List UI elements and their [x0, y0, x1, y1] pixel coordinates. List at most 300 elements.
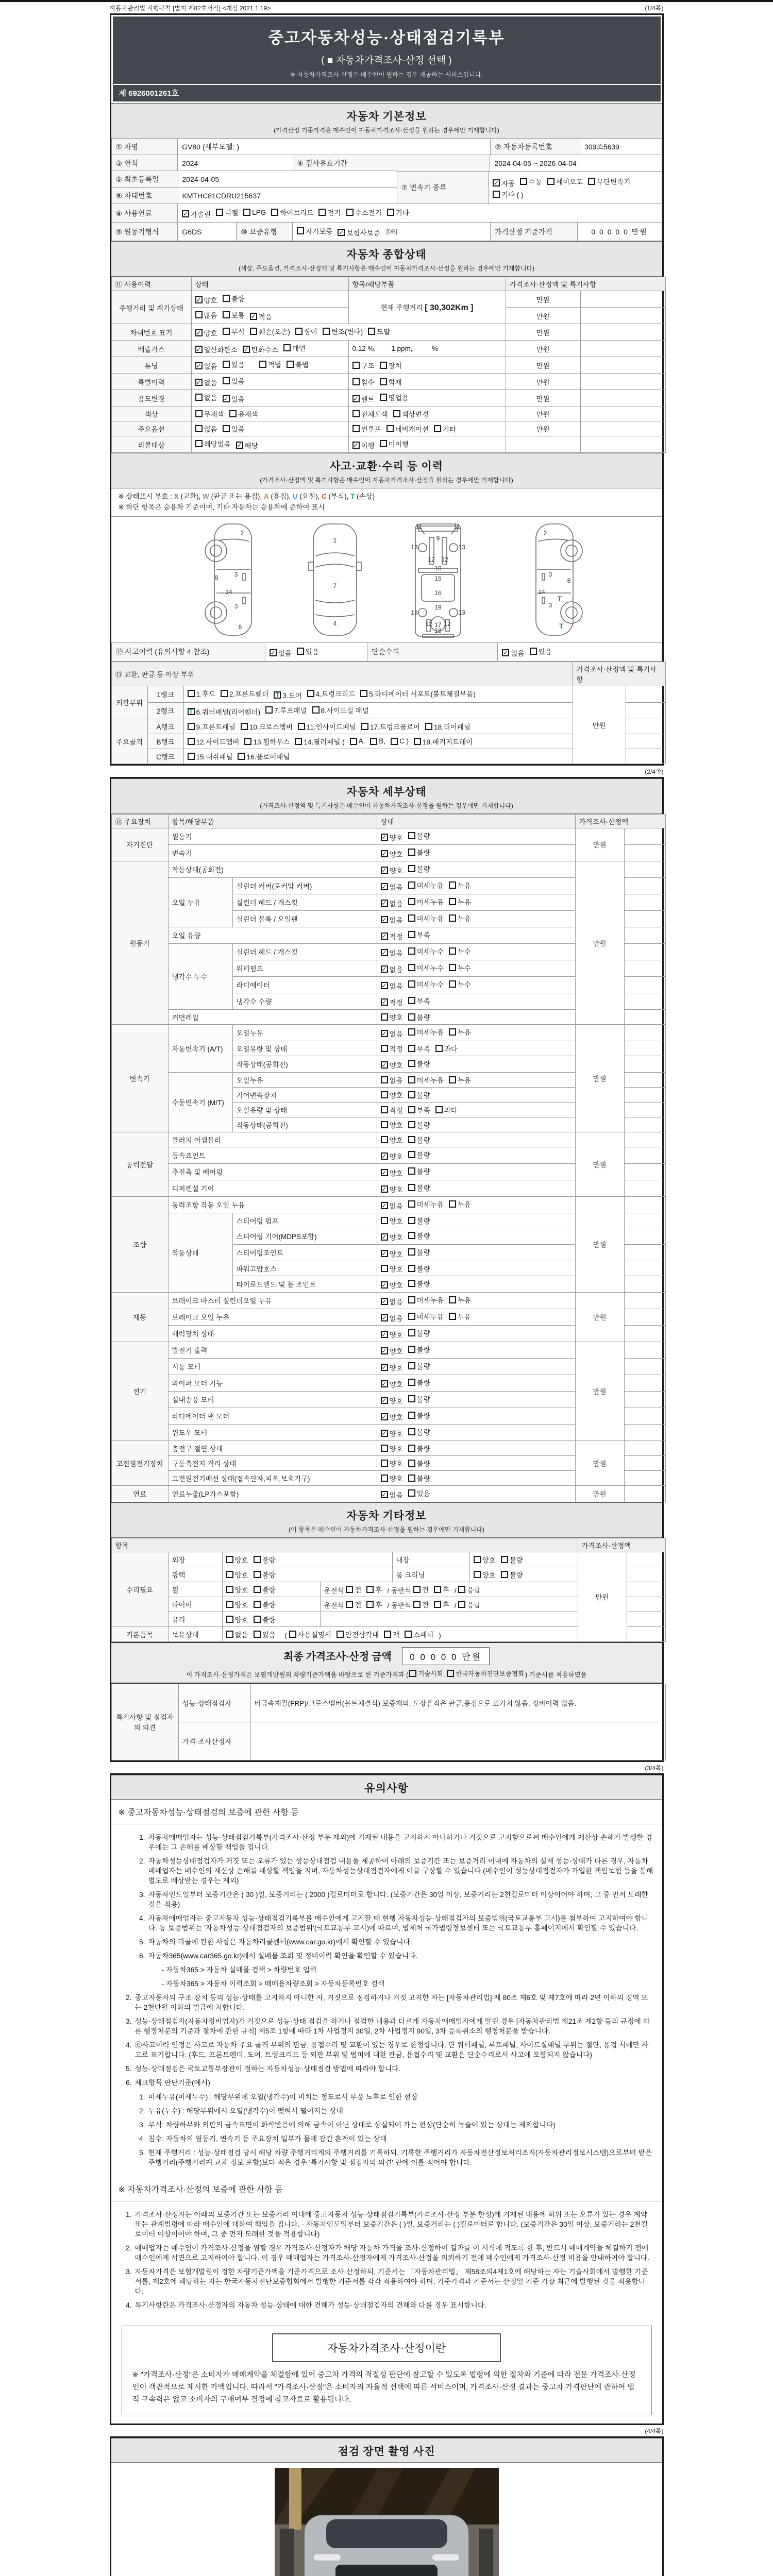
- checkbox-group: [195, 312, 277, 320]
- checkbox-디젤[interactable]: 디젤: [216, 207, 238, 217]
- item-작동상태(공회전): 작동상태(공회전): [232, 1117, 377, 1132]
- checkbox-box: [381, 1076, 388, 1083]
- checkbox-box: [289, 1631, 296, 1638]
- checkbox-9.프론트패널[interactable]: 9.프론트패널: [188, 721, 236, 732]
- checkbox-17.트렁크플로어[interactable]: 17.트렁크플로어: [361, 721, 420, 732]
- status-디퍼렌셜 기어: [377, 1180, 575, 1196]
- checkbox-양호[interactable]: 양호: [226, 1584, 248, 1595]
- checkbox-불량[interactable]: 불량: [408, 1394, 430, 1404]
- checkbox-보험사보증[interactable]: ✓ 보험사보증: [339, 229, 380, 237]
- col-major-device: ⑭ 주요장치: [111, 814, 168, 828]
- checkbox-미세누유[interactable]: 미세누유: [408, 1075, 444, 1085]
- checkbox-불량[interactable]: 불량: [501, 1569, 523, 1580]
- checkbox-box: ✓: [381, 1061, 387, 1069]
- notice-number: 4.: [125, 2041, 132, 2049]
- checkbox-미세누유[interactable]: 미세누유: [408, 896, 444, 907]
- status-동력조향 작동 오일 누유: [377, 1196, 575, 1213]
- checkbox-양호[interactable]: ✓ 양호: [381, 1330, 403, 1339]
- checkbox-불량[interactable]: 불량: [254, 1569, 276, 1580]
- checkbox-누유[interactable]: 누유: [449, 1027, 471, 1037]
- checkbox-양호[interactable]: ✓ 양호: [381, 1185, 403, 1194]
- checkbox-불량[interactable]: 불량: [408, 1149, 430, 1160]
- item-디퍼렌셜 기어: 디퍼렌셜 기어: [168, 1180, 377, 1196]
- checkbox-없음[interactable]: ✓ 없음: [381, 1490, 403, 1499]
- checkbox-일산화탄소[interactable]: ✓ 일산화탄소: [196, 346, 238, 354]
- checkbox-4.트렁크리드[interactable]: 4.트렁크리드: [307, 688, 355, 699]
- checkbox-없음[interactable]: ✓ 없음: [381, 1201, 403, 1210]
- checkbox-렌트[interactable]: ✓ 렌트: [353, 395, 375, 403]
- price-info-title: 자동차가격조사·산정이란: [272, 2333, 501, 2362]
- checkbox-14.필러패널 ([interactable]: 14.필러패널 (: [295, 736, 344, 747]
- checkbox-이행[interactable]: ✓ 이행: [353, 442, 375, 450]
- checkbox-한국자동차진단보증협회[interactable]: 한국자동차진단보증협회: [447, 1669, 524, 1678]
- checkbox-누유[interactable]: 누유: [449, 1199, 471, 1209]
- checkbox-11.인사이드패널[interactable]: 11.인사이드패널: [298, 721, 356, 732]
- checkbox-있음[interactable]: 있음: [223, 376, 245, 386]
- checkbox-양호[interactable]: 양호: [474, 1554, 496, 1565]
- checkbox-양호[interactable]: ✓ 양호: [381, 1347, 403, 1355]
- checkbox-사용설명서[interactable]: 사용설명서: [289, 1629, 331, 1639]
- year-value: 2024: [177, 155, 293, 172]
- checkbox-양호[interactable]: ✓ 양호: [381, 1396, 403, 1405]
- checkbox-양호[interactable]: ✓ 양호: [381, 833, 403, 842]
- checkbox-누수[interactable]: 누수: [449, 979, 471, 989]
- checkbox-탄화수소[interactable]: ✓ 탄화수소: [243, 346, 278, 354]
- checkbox-불량[interactable]: 불량: [408, 863, 430, 874]
- checkbox-box: [366, 1586, 374, 1593]
- checkbox-불량[interactable]: 불량: [408, 1344, 430, 1354]
- checkbox-양호[interactable]: 양호: [381, 1120, 403, 1130]
- panel-number-16: 16: [434, 589, 442, 597]
- checkbox-있음[interactable]: ✓ 있음: [223, 395, 245, 403]
- checkbox-전기[interactable]: 전기: [318, 207, 341, 217]
- notice-number: 3.: [125, 2018, 132, 2026]
- checkbox-box: ✓: [196, 362, 201, 369]
- checkbox-불량[interactable]: 불량: [408, 1215, 430, 1226]
- checkbox-양호[interactable]: 양호: [226, 1614, 248, 1624]
- checkbox-양호[interactable]: 양호: [381, 1458, 403, 1468]
- checkbox-없음[interactable]: ✓ 없음: [381, 1297, 403, 1306]
- form-header: [113, 16, 661, 101]
- checkbox-해당없음[interactable]: 해당없음: [195, 438, 231, 449]
- checkbox-box: [381, 1045, 388, 1052]
- checkbox-불량[interactable]: 불량: [408, 1182, 430, 1193]
- checkbox-상이[interactable]: 상이: [295, 326, 317, 336]
- checkbox-후[interactable]: 후: [434, 1599, 449, 1609]
- checkbox-적정[interactable]: 적정: [381, 1105, 403, 1115]
- checkbox-box: [361, 723, 368, 730]
- legend-token: U: [292, 493, 298, 500]
- legend-token: T: [350, 493, 355, 500]
- checkbox-적정[interactable]: ✓ 적정: [381, 932, 403, 941]
- checkbox-해당[interactable]: ✓ 해당: [237, 442, 258, 450]
- item-오일누유: 오일누유: [232, 1024, 377, 1041]
- checkbox-훼손(오손)[interactable]: 훼손(오손): [250, 326, 290, 336]
- checkbox-불량[interactable]: 불량: [408, 1120, 430, 1130]
- checkbox-미세누유[interactable]: 미세누유: [408, 1311, 444, 1321]
- checkbox-양호[interactable]: 양호: [381, 1090, 403, 1100]
- checkbox-불량[interactable]: 불량: [408, 1458, 430, 1468]
- checkbox-영업용[interactable]: 영업용: [380, 392, 409, 402]
- checkbox-누유[interactable]: 누유: [449, 896, 471, 907]
- checkbox-보통[interactable]: 보통: [223, 310, 245, 320]
- notice-number: 2.: [125, 1994, 132, 2002]
- checkbox-불량[interactable]: 불량: [408, 1377, 430, 1387]
- checkbox-C )[interactable]: C ): [391, 737, 409, 745]
- checkbox-18.리어패널[interactable]: 18.리어패널: [425, 721, 470, 732]
- checkbox-양호[interactable]: ✓ 양호: [381, 866, 403, 875]
- checkbox-있음[interactable]: 있음: [530, 646, 552, 656]
- simple-repair-options: [497, 642, 662, 662]
- checkbox-양호[interactable]: 양호: [381, 1012, 403, 1022]
- checkbox-기타 ( )[interactable]: 기타 ( ): [493, 189, 524, 199]
- checkbox-있음[interactable]: 있음: [223, 359, 245, 369]
- checkbox-양호[interactable]: 양호: [474, 1569, 496, 1580]
- checkbox-안전삼각대[interactable]: 안전삼각대: [337, 1629, 379, 1639]
- checkbox-양호[interactable]: ✓ 양호: [381, 1363, 403, 1372]
- checkbox-box: [408, 1296, 415, 1303]
- notice-text: 성능·상태점검자(자동차정비업자)가 거짓으로 성능·상태 점검을 하거나 점검한 내용과 다르게 자동차매매업자에게 알린 경우 [자동차관리법 제21조 제2항 등의 규정에 따른 행정처분의 기준과 절차에 관한 규칙] 제5조 1항에 따라 1차 사업정지 30일, 2차 사업정지 90일, 3차 등록취소의 행정처분을 받습니다.: [135, 2018, 650, 2036]
- checkbox-없음[interactable]: ✓ 없음: [381, 899, 403, 908]
- checkbox-매연[interactable]: 매연: [283, 343, 306, 353]
- checkbox-box: [408, 1106, 415, 1113]
- checkbox-box: ✓: [353, 395, 359, 402]
- notice-item: [120, 2243, 654, 2263]
- checkbox-양호[interactable]: 양호: [226, 1569, 248, 1580]
- checkbox-수동[interactable]: 수동: [520, 176, 542, 187]
- checkbox-자가보증[interactable]: 자가보증: [297, 226, 332, 236]
- checkbox-box: [243, 209, 250, 216]
- note-cell: [624, 1041, 665, 1056]
- panel-number-4: 4: [333, 619, 337, 627]
- checkbox-과다[interactable]: 과다: [435, 1043, 458, 1054]
- checkbox-없음[interactable]: ✓ 없음: [381, 1314, 403, 1323]
- checkbox-양호[interactable]: 양호: [381, 1263, 403, 1274]
- checkbox-누유[interactable]: 누유: [449, 913, 471, 923]
- checkbox-box: ✓: [381, 948, 387, 956]
- checkbox-양호[interactable]: 양호: [381, 1134, 403, 1145]
- checkbox-썬루프[interactable]: 썬루프: [352, 423, 381, 434]
- checkbox-자동[interactable]: ✓ 자동: [493, 179, 515, 188]
- checkbox-7.루프패널[interactable]: 7.루프패널: [265, 705, 307, 715]
- checkbox-box: ✓: [381, 833, 387, 841]
- checkbox-양호[interactable]: 양호: [381, 1215, 403, 1226]
- checkbox-세미오토[interactable]: 세미오토: [547, 176, 583, 187]
- checkbox-불량[interactable]: 불량: [254, 1584, 276, 1595]
- checkbox-전[interactable]: 전: [413, 1599, 429, 1609]
- 휠-positions: [320, 1582, 578, 1597]
- checkbox-불량[interactable]: 불량: [223, 293, 245, 303]
- checkbox-13.휠하우스[interactable]: 13.휠하우스: [244, 736, 290, 747]
- checkbox-5.라디에이터 서포트(볼트체결부품)[interactable]: 5.라디에이터 서포트(볼트체결부품): [360, 688, 476, 699]
- checkbox-하이브리드[interactable]: 하이브리드: [271, 207, 313, 217]
- checkbox-응급[interactable]: 응급: [458, 1599, 480, 1609]
- notice-heading-1: ※ 중고자동차성능·상태점검의 보증에 관한 사항 등: [111, 1800, 662, 1824]
- checkbox-과다[interactable]: 과다: [435, 1105, 458, 1115]
- checkbox-불량[interactable]: 불량: [408, 1361, 430, 1371]
- checkbox-불량[interactable]: 불량: [408, 1090, 430, 1100]
- checkbox-box: ✓: [381, 1233, 387, 1241]
- checkbox-없음[interactable]: ✓ 없음: [381, 965, 403, 974]
- checkbox-불량[interactable]: 불량: [408, 1166, 430, 1176]
- checkbox-화재[interactable]: 화재: [380, 377, 402, 387]
- checkbox-12.사이드멤버[interactable]: 12.사이드멤버: [188, 736, 240, 747]
- checkbox-누유[interactable]: 누유: [449, 1295, 471, 1305]
- checkbox-기타[interactable]: 기타: [434, 423, 456, 434]
- checkbox-box: [381, 1106, 388, 1113]
- checkbox-있음[interactable]: 있음: [408, 1488, 430, 1498]
- document-canvas: [110, 2, 664, 2576]
- checkbox-잭[interactable]: 잭: [384, 1629, 399, 1639]
- checkbox-후[interactable]: 후: [366, 1599, 382, 1609]
- checkbox-양호[interactable]: 양호: [381, 1443, 403, 1453]
- checkbox-불량[interactable]: 불량: [408, 1134, 430, 1145]
- checkbox-색상변경[interactable]: 색상변경: [393, 409, 429, 419]
- legend-token: (판금 또는 용접),: [209, 493, 264, 500]
- checkbox-없음[interactable]: ✓ 없음: [381, 883, 403, 891]
- checkbox-부족[interactable]: 부족: [408, 929, 430, 940]
- checkbox-8.사이드실 패널[interactable]: 8.사이드실 패널: [312, 705, 369, 715]
- checkbox-box: [195, 440, 203, 447]
- checkbox-미이행[interactable]: 미이행: [380, 438, 409, 449]
- seat-position-options: 운전석 전 후 / 동반석 전 후 / 응급: [324, 1602, 486, 1609]
- checkbox-불량[interactable]: 불량: [408, 1278, 430, 1289]
- page-marker-4: (4/4쪽): [645, 2427, 664, 2435]
- notice-number: 1.: [139, 1833, 145, 1841]
- notice-item: [146, 1965, 654, 1975]
- checkbox-box: [408, 1475, 415, 1482]
- checkbox-15.대쉬패널[interactable]: 15.대쉬패널: [188, 751, 233, 761]
- checkbox-양호[interactable]: ✓ 양호: [196, 296, 217, 304]
- checkbox-양호[interactable]: ✓ 양호: [381, 1380, 403, 1388]
- checkbox-미세누유[interactable]: 미세누유: [408, 1027, 444, 1037]
- checkbox-없음[interactable]: ✓ 없음: [381, 981, 403, 990]
- checkbox-불량[interactable]: 불량: [408, 1230, 430, 1241]
- checkbox-불량[interactable]: 불량: [408, 1247, 430, 1257]
- checkbox-3.도어[interactable]: T 3.도어: [274, 690, 301, 700]
- checkbox-적정[interactable]: ✓ 적정: [381, 998, 403, 1007]
- checkbox-누유[interactable]: 누유: [449, 1311, 471, 1321]
- checkbox-있음[interactable]: 있음: [254, 1629, 276, 1639]
- checkbox-양호[interactable]: ✓ 양호: [381, 1168, 403, 1177]
- checkbox-부족[interactable]: 부족: [408, 1043, 430, 1054]
- checkbox-양호[interactable]: 양호: [226, 1599, 248, 1609]
- checkbox-누수[interactable]: 누수: [449, 946, 471, 956]
- note-cell: [580, 357, 665, 374]
- checkbox-스패너[interactable]: 스패너: [405, 1629, 433, 1639]
- note-cell: [624, 1440, 665, 1455]
- checkbox-적음[interactable]: ✓ 적음: [250, 313, 272, 321]
- checkbox-group: [381, 1233, 435, 1241]
- checkbox-있음[interactable]: 있음: [297, 646, 319, 656]
- checkbox-많음[interactable]: 많음: [195, 310, 217, 320]
- checkbox-불량[interactable]: 불량: [408, 1427, 430, 1437]
- checkbox-적정[interactable]: 적정: [381, 1043, 403, 1054]
- checkbox-미세누유[interactable]: 미세누유: [408, 880, 444, 890]
- checkbox-전[interactable]: 전: [413, 1584, 429, 1595]
- checkbox-box: [434, 425, 441, 432]
- checkbox-불량[interactable]: 불량: [408, 1012, 430, 1022]
- checkbox-미세누수[interactable]: 미세누수: [408, 946, 444, 956]
- checkbox-box: ✓: [381, 1297, 387, 1305]
- checkbox-불량[interactable]: 불량: [254, 1599, 276, 1609]
- checkbox-없음[interactable]: ✓ 없음: [381, 916, 403, 924]
- checkbox-없음[interactable]: ✓ 없음: [196, 379, 217, 387]
- checkbox-B,[interactable]: B,: [370, 737, 385, 745]
- checkbox-A,[interactable]: A,: [350, 737, 365, 745]
- checkbox-도말[interactable]: 도말: [368, 326, 390, 336]
- checkbox-후[interactable]: 후: [366, 1584, 382, 1595]
- checkbox-불량[interactable]: 불량: [254, 1554, 276, 1565]
- checkbox-box: [287, 361, 294, 368]
- table-row: [111, 171, 662, 204]
- checkbox-양호[interactable]: 양호: [226, 1554, 248, 1565]
- checkbox-기술사회[interactable]: 기술사회: [409, 1669, 443, 1678]
- checkbox-미세누수[interactable]: 미세누수: [408, 962, 444, 973]
- checkbox-양호[interactable]: ✓ 양호: [381, 1249, 403, 1258]
- note-cell: [580, 421, 665, 436]
- checkbox-box: [381, 1091, 388, 1098]
- status-실내송풍 모터: [377, 1391, 575, 1408]
- year-label: ③ 연식: [111, 155, 178, 172]
- rank-items-A랭크: [183, 719, 573, 734]
- checkbox-적법[interactable]: 적법: [259, 359, 281, 369]
- checkbox-19.패키지트레이[interactable]: 19.패키지트레이: [414, 736, 473, 747]
- checkbox-box: [381, 1475, 388, 1482]
- checkbox-전[interactable]: 전: [346, 1599, 361, 1609]
- checkbox-1.후드[interactable]: 1.후드: [188, 688, 215, 699]
- checkbox-없음[interactable]: ✓ 없음: [503, 649, 525, 657]
- checkbox-가솔린[interactable]: ✓ 가솔린: [182, 210, 211, 218]
- checkbox-양호[interactable]: ✓ 양호: [381, 1233, 403, 1242]
- checkbox-6.쿼터패널(리어휀더)[interactable]: T 6.쿼터패널(리어휀더): [188, 706, 261, 717]
- checkbox-box: [408, 1346, 415, 1353]
- checkbox-수소전기[interactable]: 수소전기: [346, 207, 382, 217]
- checkbox-부족[interactable]: 부족: [408, 995, 430, 1006]
- checkbox-기타[interactable]: 기타: [387, 207, 409, 217]
- checkbox-불량[interactable]: 불량: [254, 1614, 276, 1624]
- checkbox-미세누수[interactable]: 미세누수: [408, 979, 444, 989]
- checkbox-없음[interactable]: ✓ 없음: [196, 362, 217, 370]
- checkbox-box: ✓: [381, 899, 387, 907]
- notice-item: [133, 2092, 654, 2102]
- checkbox-box: [223, 311, 230, 318]
- legend-line-2: ※ 하단 항목은 승용차 기준이며, 기타 자동차는 승용차에 준하여 표시: [118, 503, 325, 511]
- checkbox-양호[interactable]: ✓ 양호: [381, 1413, 403, 1421]
- checkbox-group: [352, 363, 407, 370]
- checkbox-불량[interactable]: 불량: [408, 1473, 430, 1483]
- checkbox-누유[interactable]: 누유: [449, 1075, 471, 1085]
- checkbox-장치[interactable]: 장치: [380, 360, 402, 370]
- checkbox-후[interactable]: 후: [434, 1584, 449, 1595]
- checkbox-불량[interactable]: 불량: [408, 1443, 430, 1453]
- checkbox-group: [381, 1137, 435, 1145]
- checkbox-box: [547, 178, 554, 185]
- checkbox-10.크로스멤버[interactable]: 10.크로스멤버: [241, 721, 293, 732]
- checkbox-없음[interactable]: 없음: [381, 1075, 403, 1085]
- checkbox-있음[interactable]: 있음: [223, 423, 245, 434]
- checkbox-불량[interactable]: 불량: [408, 831, 430, 841]
- checkbox-양호[interactable]: ✓ 양호: [381, 850, 403, 858]
- checkbox-전체도색[interactable]: 전체도색: [352, 409, 388, 419]
- checkbox-침수[interactable]: 침수: [352, 377, 375, 387]
- checkbox-무채색[interactable]: 무채색: [195, 409, 224, 419]
- checkbox-불량[interactable]: 불량: [408, 1263, 430, 1274]
- checkbox-양호[interactable]: ✓ 양호: [381, 1281, 403, 1290]
- note-cell: [627, 1626, 665, 1641]
- checkbox-유채색[interactable]: 유채색: [229, 409, 258, 419]
- checkbox-2.프론트휀더[interactable]: 2.프론트휀더: [221, 688, 268, 699]
- checkbox-group: [381, 932, 435, 940]
- checkbox-불량[interactable]: 불량: [408, 1410, 430, 1420]
- checkbox-불량[interactable]: 불량: [408, 1328, 430, 1338]
- checkbox-불량[interactable]: 불량: [408, 1058, 430, 1069]
- checkbox-없음[interactable]: 없음: [195, 392, 217, 402]
- checkbox-box: ✓: [381, 866, 387, 874]
- checkbox-부족[interactable]: 부족: [408, 1105, 430, 1115]
- checkbox-16.플로어패널[interactable]: 16.플로어패널: [238, 751, 290, 761]
- price-info-body: ※ "가격조사·산정"은 소비자가 매매계약을 체결함에 있어 중고차 가격의 적절성 판단에 참고할 수 있도록 법령에 의한 절차와 기준에 따라 전문 가격조사·산정인이 객관적으로 제시한 가액입니다. 따라서 "가격조사·산정"은 소비자의 자율적 선택에 따른 서비스이며, 가격조사·산정 결과는 중고차 가격판단에 관하여 법적 구속력은 없고 소비자의 구매여부 결정에 참고자료로 활용됩니다.: [132, 2370, 636, 2404]
- checkbox-미세누유[interactable]: 미세누유: [408, 1295, 444, 1305]
- notice-item: [120, 1993, 654, 2012]
- checkbox-불법[interactable]: 불법: [287, 359, 309, 369]
- status-실린더 블록 / 오일팬: [377, 910, 575, 927]
- checkbox-누수[interactable]: 누수: [449, 962, 471, 973]
- checkbox-구조[interactable]: 구조: [352, 360, 375, 370]
- device-고전원전기장치: 고전원전기장치: [111, 1440, 168, 1485]
- section-title-detail: 자동차 세부상태: [346, 785, 427, 798]
- checkbox-무단변속기[interactable]: 무단변속기: [588, 176, 630, 187]
- checkbox-양호[interactable]: ✓ 양호: [381, 1061, 403, 1070]
- checkbox-box: [318, 209, 326, 216]
- status-실린더 헤드 / 개스킷: [377, 943, 575, 960]
- checkbox-누유[interactable]: 누유: [449, 880, 471, 890]
- checkbox-양호[interactable]: ✓ 양호: [381, 1152, 403, 1161]
- checkbox-미세누유[interactable]: 미세누유: [408, 913, 444, 923]
- checkbox-네비게이션[interactable]: 네비게이션: [386, 423, 429, 434]
- notice-number: 1.: [139, 2093, 145, 2101]
- checkbox-LPG[interactable]: LPG: [243, 209, 266, 216]
- checkbox-없음[interactable]: ✓ 없음: [270, 649, 292, 657]
- checkbox-전[interactable]: 전: [346, 1584, 361, 1595]
- panel-number-14: 14: [538, 588, 545, 596]
- notice-number: 4.: [139, 2134, 145, 2143]
- checkbox-변조(변타)[interactable]: 변조(변타): [323, 326, 363, 336]
- checkbox-미세누유[interactable]: 미세누유: [408, 1199, 444, 1209]
- checkbox-box: ✓: [182, 210, 189, 217]
- checkbox-없음[interactable]: ✓ 없음: [381, 948, 403, 957]
- rank-label-A랭크: A랭크: [147, 719, 183, 734]
- checkbox-없음[interactable]: 없음: [195, 423, 217, 434]
- checkbox-부식[interactable]: 부식: [223, 326, 245, 336]
- checkbox-group: [182, 207, 414, 219]
- note-cell: [624, 1147, 665, 1163]
- checkbox-불량[interactable]: 불량: [408, 847, 430, 857]
- checkbox-group: [381, 1396, 435, 1404]
- checkbox-응급[interactable]: 응급: [458, 1584, 480, 1595]
- device-동력전달: 동력전달: [111, 1132, 168, 1196]
- checkbox-양호[interactable]: ✓ 양호: [196, 329, 217, 337]
- checkbox-양호[interactable]: 양호: [381, 1473, 403, 1483]
- checkbox-box: [408, 1217, 415, 1224]
- checkbox-불량[interactable]: 불량: [501, 1554, 523, 1565]
- checkbox-양호[interactable]: ✓ 양호: [381, 1429, 403, 1438]
- checkbox-없음[interactable]: 없음: [226, 1629, 248, 1639]
- price-cell: 만원: [506, 324, 580, 341]
- checkbox-group: [493, 176, 658, 200]
- checkbox-box: [254, 1556, 261, 1563]
- checkbox-없음[interactable]: ✓ 없음: [381, 1029, 403, 1038]
